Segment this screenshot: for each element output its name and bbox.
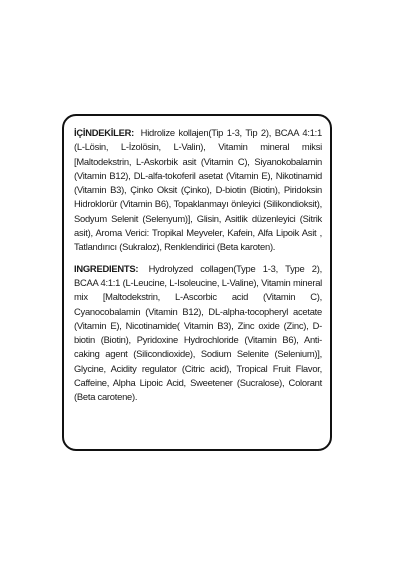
english-ingredients-text: Hydrolyzed collagen(Type 1-3, Type 2), BCAA 4:1:1 (L-Leucine, L-Isoleucine, L-Valine), Vitamin mineral mix [Maltodekstrin, L-Ascorbic acid (Vitamin C), Cyanocobalamin (Vitamin B12), DL-alpha-tocopheryl acetate (Vitamin E), Nicotinamide( Vitamin B3), Zinc oxide (Zinc), D- biotin (Biotin), Pyridoxine Hydrochloride (Vitamin B6), Anti-caking agent (Silicondioxide), Sodium Selenite (Selenium)], Glycine, Acidity regulator (Citric acid), Tropical Fruit Flavor, Caffeine, Alpha Lipoic Acid, Sweetener (Sucralose), Colorant (Beta carotene). <box>74 262 322 403</box>
ingredients-label <box>62 114 332 451</box>
english-ingredients-heading: INGREDIENTS: <box>74 262 139 274</box>
turkish-ingredients-text: Hidrolize kollajen(Tip 1-3, Tip 2), BCAA 4:1:1 (L-Lösin, L-İzolösin, L-Valin), Vitamin mineral miksi [Maltodekstrin, L-Askorbik asit (Vitamin C), Siyanokobalamin (Vitamin B12), DL-alfa-tokoferil asetat (Vitamin E), Nikotinamid (Vitamin B3), Çinko Oksit (Çinko), D-biotin (Biotin), Piridoksin Hidroklorür (Vitamin B6), Topaklanmayı önleyici (Silikondioksit), Sodyum Selenit (Selenyum)], Glisin, Asitlik düzenleyici (Sitrik asit), Aroma Verici: Tropikal Meyveler, Kafein, Alfa Lipoik Asit , Tatlandırıcı (Sukraloz), Renklendirici (Beta karoten). <box>74 127 322 253</box>
english-ingredients-section <box>74 262 322 405</box>
turkish-ingredients-section <box>74 126 322 255</box>
turkish-ingredients-heading: İÇİNDEKİLER: <box>74 127 135 138</box>
